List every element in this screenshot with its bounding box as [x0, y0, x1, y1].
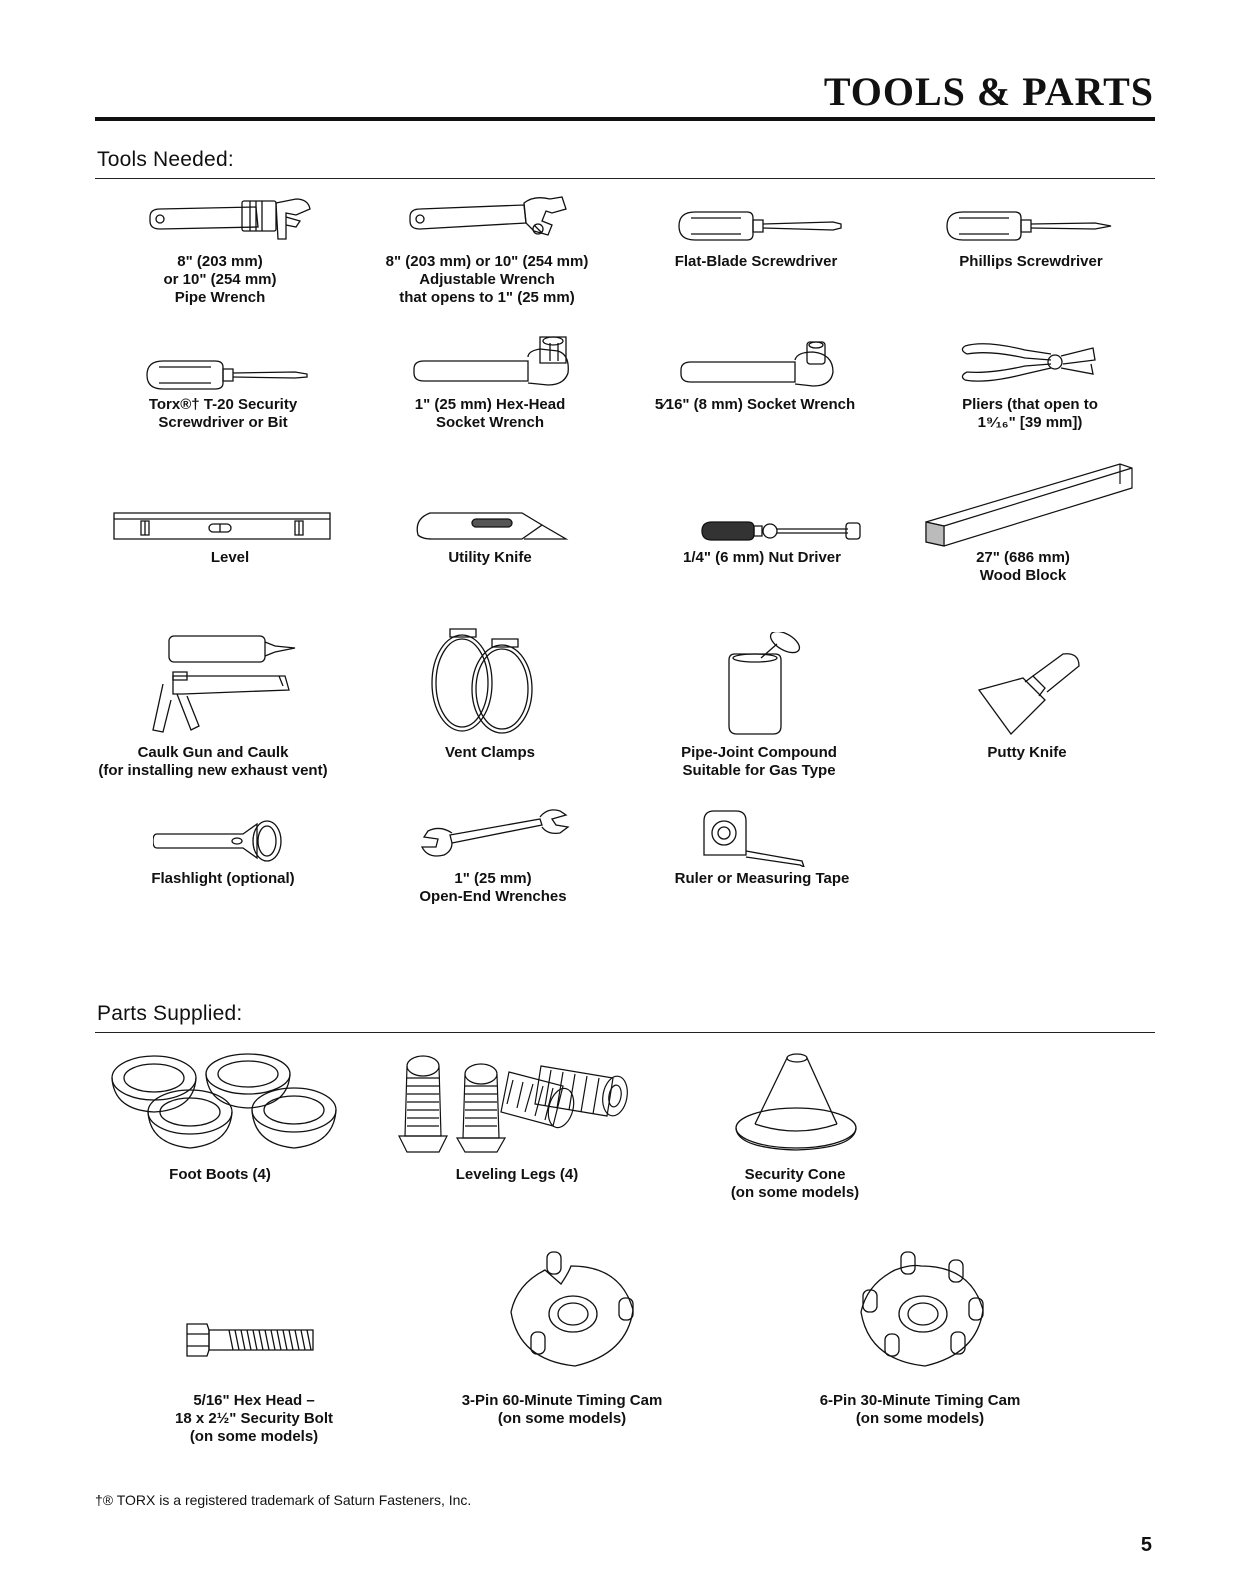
timing-cam-6-pin-icon	[855, 1250, 991, 1372]
wood-block-caption: 27" (686 mm) Wood Block	[976, 549, 1070, 584]
pliers-caption: Pliers (that open to 1⁹⁄₁₆" [39 mm])	[962, 396, 1098, 431]
vent-clamps-icon	[428, 627, 538, 735]
tools-heading: Tools Needed:	[97, 148, 234, 171]
level-caption: Level	[210, 549, 250, 566]
open-end-wrenches-caption: 1" (25 mm) Open-End Wrenches	[419, 870, 567, 905]
caulk-gun-caption: Caulk Gun and Caulk (for installing new exhaust vent)	[98, 744, 328, 779]
utility-knife-icon	[412, 505, 572, 545]
page-title: TOOLS & PARTS	[823, 69, 1154, 114]
flashlight-icon	[153, 820, 287, 862]
measuring-tape-icon	[700, 807, 810, 867]
open-end-wrenches-icon	[420, 805, 570, 861]
putty-knife-icon	[975, 650, 1085, 740]
timing-cam-3-pin-caption: 3-Pin 60-Minute Timing Cam (on some models)	[461, 1392, 663, 1427]
timing-cam-6-pin-caption: 6-Pin 30-Minute Timing Cam (on some models)	[819, 1392, 1021, 1427]
measuring-tape-caption: Ruler or Measuring Tape	[674, 870, 850, 887]
page-number: 5	[1140, 1534, 1152, 1556]
phillips-screwdriver-icon	[945, 208, 1115, 244]
parts-heading: Parts Supplied:	[97, 1002, 243, 1025]
security-bolt-caption: 5/16" Hex Head – 18 x 2½" Security Bolt (on some models)	[174, 1392, 333, 1445]
flashlight-caption: Flashlight (optional)	[151, 870, 295, 887]
putty-knife-caption: Putty Knife	[987, 744, 1067, 761]
flat-blade-screwdriver-icon	[677, 208, 847, 244]
security-cone-caption: Security Cone (on some models)	[730, 1166, 860, 1201]
pipe-joint-compound-caption: Pipe-Joint Compound Suitable for Gas Type	[681, 744, 837, 779]
footnote: †® TORX is a registered trademark of Saturn Fasteners, Inc.	[95, 1492, 472, 1508]
socket-wrench-icon	[677, 340, 847, 390]
foot-boots-caption: Foot Boots (4)	[169, 1166, 271, 1183]
pipe-wrench-caption: 8" (203 mm) or 10" (254 mm) Pipe Wrench	[163, 253, 277, 306]
security-cone-icon	[733, 1052, 859, 1154]
adjustable-wrench-caption: 8" (203 mm) or 10" (254 mm) Adjustable Wrench that opens to 1" (25 mm)	[385, 253, 589, 306]
pipe-wrench-icon	[146, 195, 316, 245]
leveling-legs-icon	[393, 1052, 641, 1156]
utility-knife-caption: Utility Knife	[448, 549, 532, 566]
wood-block-icon	[924, 462, 1134, 548]
hex-head-socket-wrench-caption: 1" (25 mm) Hex-Head Socket Wrench	[414, 396, 566, 431]
hex-head-socket-wrench-icon	[410, 333, 580, 389]
vent-clamps-caption: Vent Clamps	[444, 744, 536, 761]
nut-driver-caption: 1/4" (6 mm) Nut Driver	[683, 549, 841, 566]
torx-screwdriver-caption: Torx®† T-20 Security Screwdriver or Bit	[148, 396, 298, 431]
level-icon	[113, 511, 331, 541]
pliers-icon	[955, 338, 1100, 388]
foot-boots-icon	[108, 1052, 348, 1162]
caulk-gun-icon	[143, 630, 299, 736]
title-rule	[95, 117, 1155, 121]
adjustable-wrench-icon	[406, 195, 576, 245]
socket-wrench-caption: 5⁄16" (8 mm) Socket Wrench	[654, 396, 856, 413]
torx-screwdriver-icon	[145, 357, 315, 393]
leveling-legs-caption: Leveling Legs (4)	[455, 1166, 579, 1183]
flat-blade-screwdriver-caption: Flat-Blade Screwdriver	[674, 253, 838, 270]
tools-rule	[95, 178, 1155, 179]
timing-cam-3-pin-icon	[505, 1250, 641, 1372]
phillips-screwdriver-caption: Phillips Screwdriver	[959, 253, 1103, 270]
nut-driver-icon	[700, 518, 865, 544]
security-bolt-icon	[185, 1322, 319, 1358]
parts-rule	[95, 1032, 1155, 1033]
pipe-joint-compound-icon	[725, 632, 805, 736]
